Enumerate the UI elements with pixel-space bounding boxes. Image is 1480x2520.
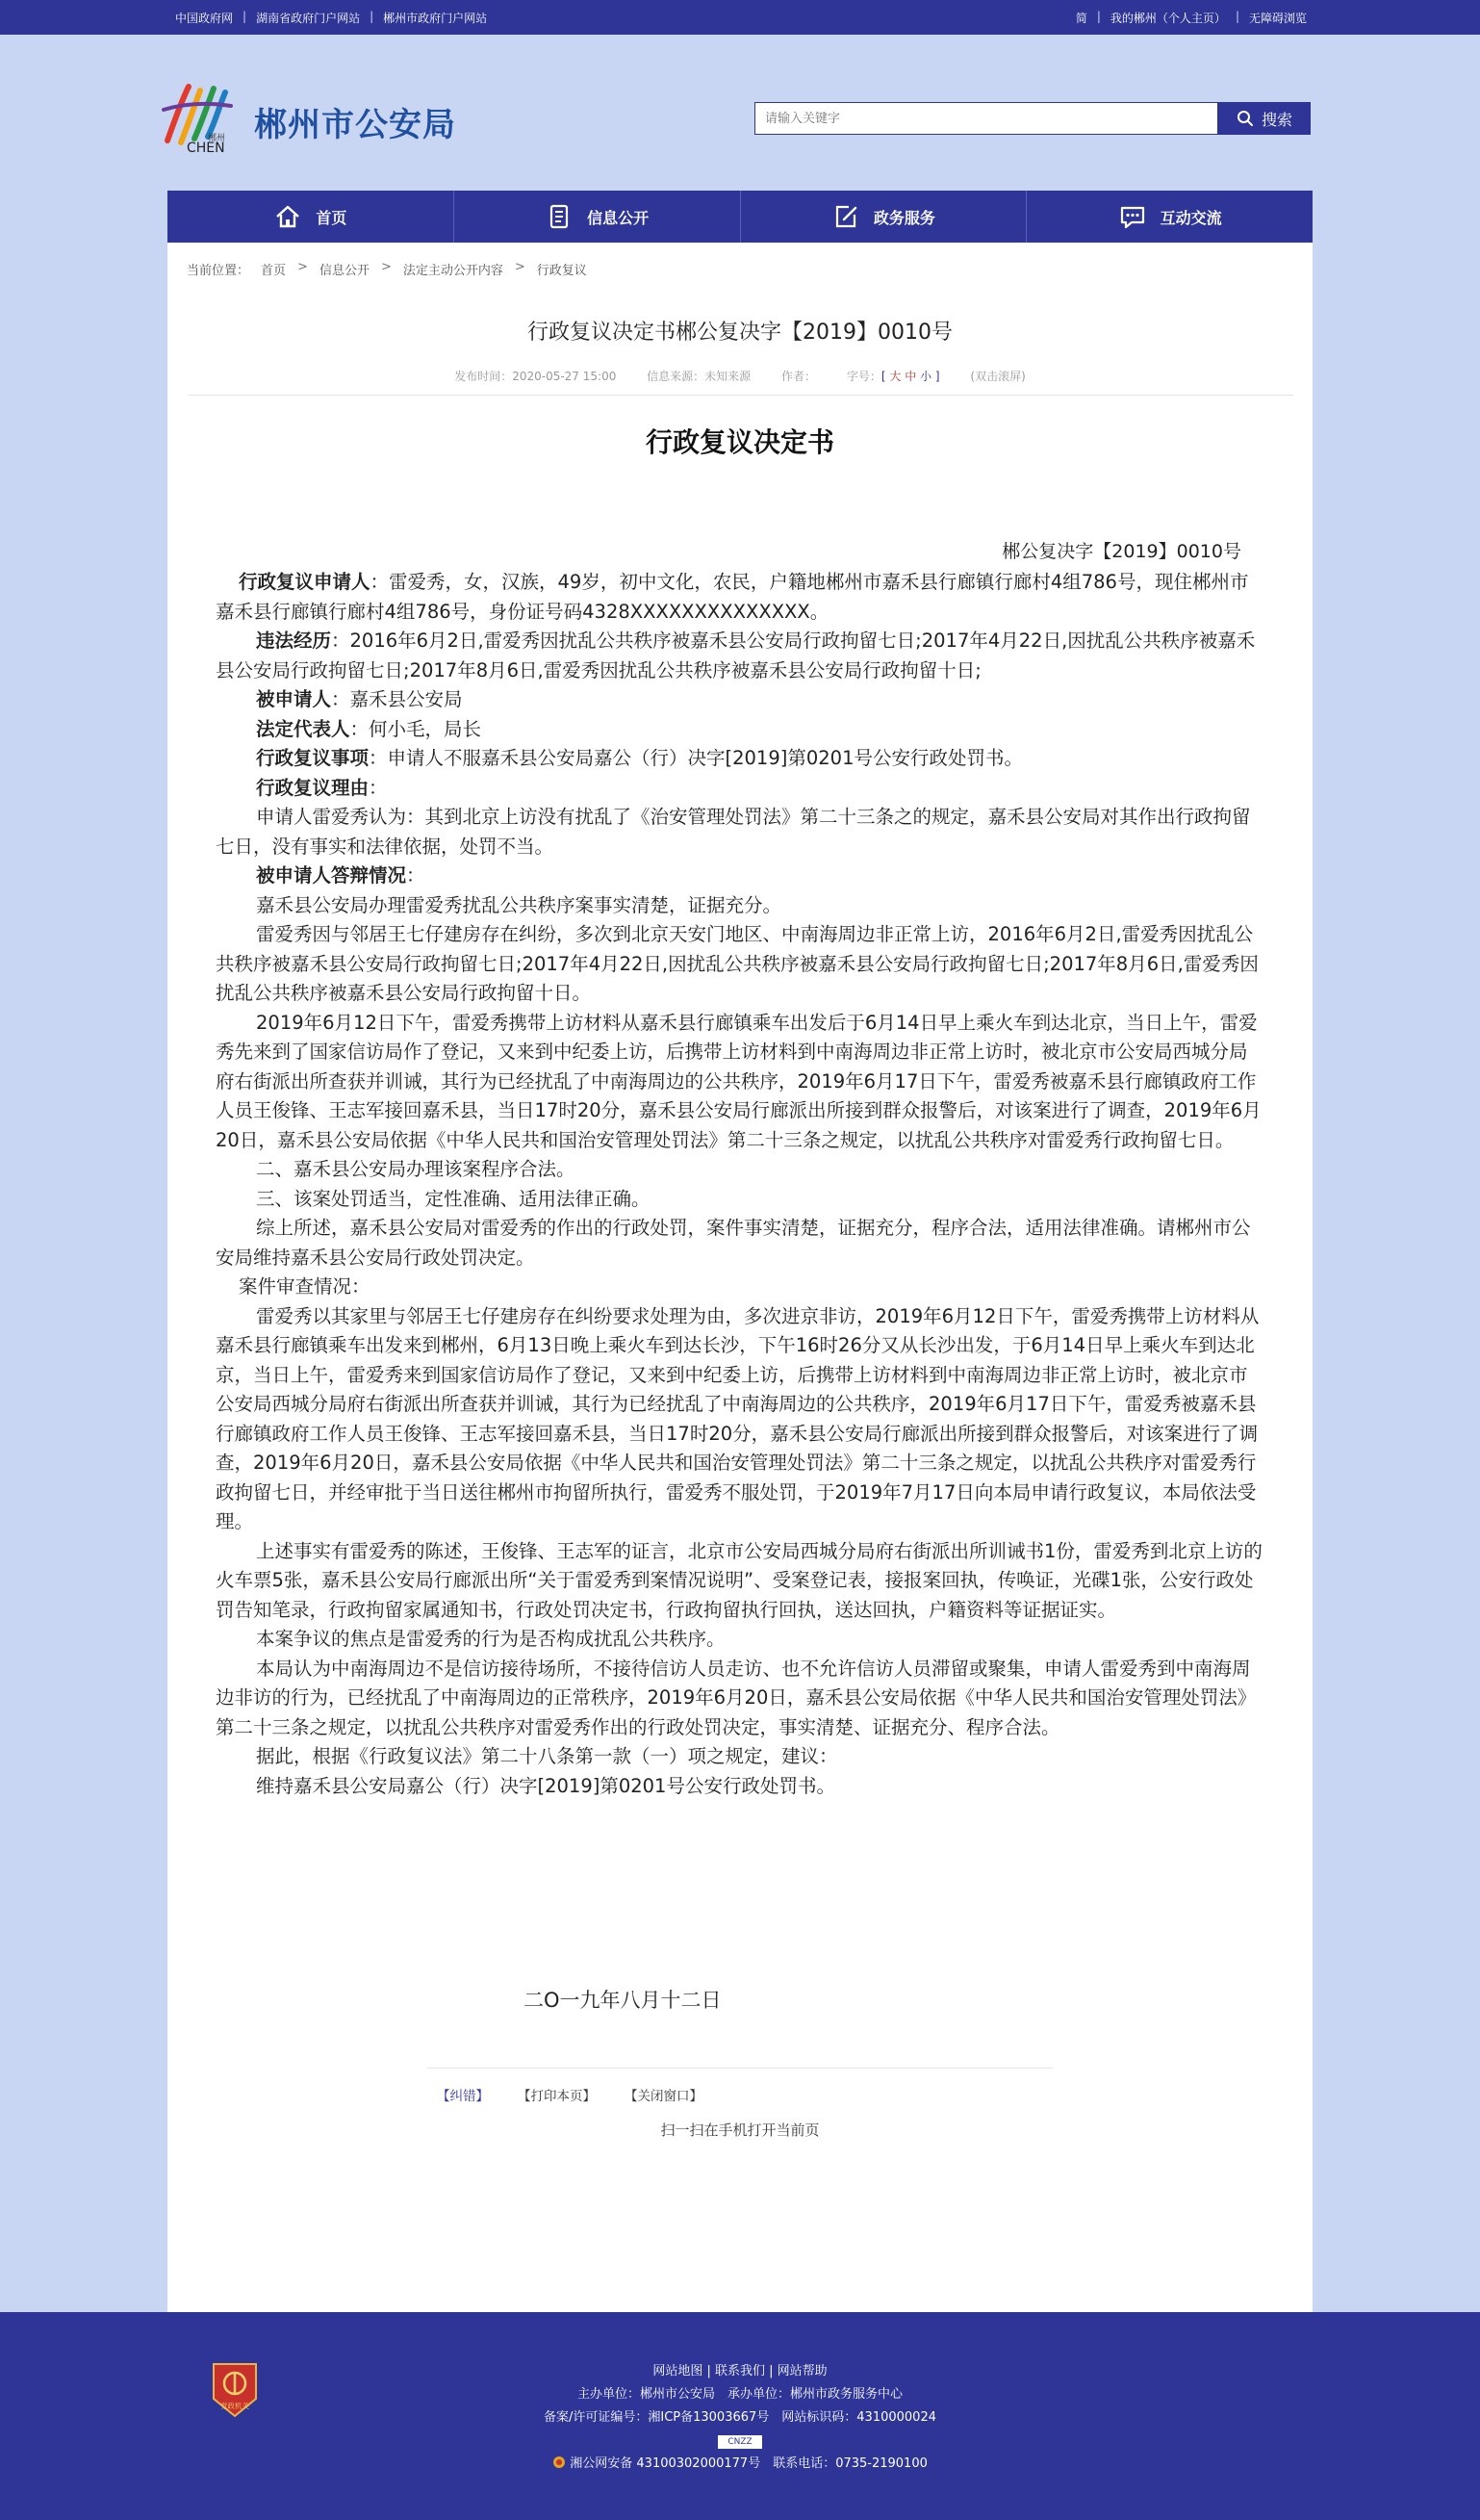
paragraph-text: ：申请人不服嘉禾县公安局嘉公（行）决字[2019]第0201号公安行政处罚书。 (369, 747, 1023, 769)
search-icon (1237, 110, 1254, 127)
paragraph (216, 774, 1264, 804)
paragraph: 二、嘉禾县公安局办理该案程序合法。 (256, 1158, 575, 1180)
site-title: 郴州市公安局 (254, 106, 456, 144)
footer-link-help[interactable]: 网站帮助 (777, 2364, 828, 2379)
page-title: 行政复议决定书郴公复决字【2019】0010号 (527, 321, 953, 345)
search-bar (754, 102, 1311, 135)
paragraph-text: ：何小毛，局长 (349, 717, 482, 740)
link-hunan-gov[interactable]: 湖南省政府门户网站 (256, 12, 361, 25)
breadcrumb-item-review[interactable]: 行政复议 (536, 264, 587, 278)
paragraph: 案件审查情况： (239, 1275, 370, 1298)
link-chenzhou-gov[interactable]: 郴州市政府门户网站 (383, 12, 488, 25)
link-gov-cn[interactable]: 中国政府网 (175, 12, 234, 25)
edit-icon (831, 202, 860, 231)
paragraph: 综上所述，嘉禾县公安局对雷爱秀的作出的行政处罚，案件事实清楚，证据充分，程序合法，适用法律准确。请郴州市公安局维持嘉禾县公安局行政处罚决定。 (216, 1217, 1251, 1269)
police-record-text: 湘公网安备 43100302000177号 联系电话：0735-2190100 (570, 2456, 928, 2471)
breadcrumb-separator: > (514, 260, 525, 274)
nav-item-label: 首页 (316, 208, 347, 227)
paragraph-label: 违法经历 (256, 630, 332, 652)
home-icon (273, 202, 302, 231)
nav-item-info-disclosure[interactable] (454, 191, 741, 243)
author: 作者： (781, 370, 817, 383)
divider (427, 2068, 1053, 2069)
paragraph: 本案争议的焦点是雷爱秀的行为是否构成扰乱公共秩序。 (256, 1628, 726, 1650)
scan-hint: 扫一扫在手机打开当前页 (660, 2121, 820, 2139)
link-accessibility[interactable]: 无障碍浏览 (1248, 12, 1307, 25)
paragraph-text: ： (406, 864, 425, 887)
paragraph (216, 568, 1264, 627)
article-meta (167, 368, 1313, 384)
error-report-link[interactable]: 【纠错】 (437, 2089, 489, 2104)
search-button-label: 搜索 (1261, 110, 1292, 129)
nav-item-label: 政务服务 (873, 208, 935, 227)
document-icon (545, 202, 574, 231)
search-button[interactable] (1218, 102, 1311, 135)
footer-info (0, 2360, 1480, 2476)
breadcrumb-item-info[interactable]: 信息公开 (319, 264, 370, 278)
paragraph (216, 685, 1264, 715)
publish-time: 发布时间：2020-05-27 15:00 (454, 370, 617, 383)
paragraph: 三、该案处罚适当，定性准确、适用法律正确。 (256, 1187, 651, 1210)
paragraph-label: 行政复议申请人 (239, 571, 370, 593)
paragraph: 2019年6月12日下午，雷爱秀携带上访材料从嘉禾县行廊镇乘车出发后于6月14日早上乘火车到达北京，当日上午，雷爱秀先来到了国家信访局作了登记，又来到中纪委上访，后携带上访材料到中南海周边非正常上访时，被北京市公安局西城分局府右街派出所查获并训诫，其行为已经扰乱了中南海周边的公共秩序，2019年6月17日下午，雷爱秀被嘉禾县行廊镇政府工作人员王俊锋、王志军接回嘉禾县，当日17时20分，嘉禾县公安局行廊派出所接到群众报警后，对该案进行了调查，2019年6月20日，嘉禾县公安局依据《中华人民共和国治安管理处罚法》第二十三条之规定，以扰乱公共秩序对雷爱秀行政拘留七日。 (216, 1011, 1262, 1151)
breadcrumb-item-statutory[interactable]: 法定主动公开内容 (402, 264, 503, 278)
page-actions (437, 2085, 702, 2104)
nav-item-home[interactable] (167, 191, 454, 243)
paragraph: 上述事实有雷爱秀的陈述，王俊锋、王志军的证言，北京市公安局西城分局府右街派出所训诫书1份，雷爱秀到北京上访的火车票5张，嘉禾县公安局行廊派出所“关于雷爱秀到案情况说明”、受案登记表，接报案回执，传唤证，光碟1张，公安行政处罚告知笔录，行政拘留家属通知书，行政处罚决定书，行政拘留执行回执，送达回执，户籍资料等证据证实。 (216, 1539, 1263, 1621)
document-date: 二O一九年八月十二日 (523, 1989, 722, 2012)
print-link[interactable]: 【打印本页】 (518, 2089, 596, 2104)
chenzhou-logo-icon (160, 81, 242, 154)
paragraph-text: ：嘉禾县公安局 (331, 688, 463, 710)
separator: | (370, 10, 374, 23)
paragraph-text: ：2016年6月2日,雷爱秀因扰乱公共秩序被嘉禾县公安局行政拘留七日;2017年4月22日,因扰乱公共秩序被嘉禾县公安局行政拘留七日;2017年8月6日,雷爱秀因扰乱公共秩序被嘉禾县公安局行政拘留十日; (216, 630, 1256, 681)
paragraph (216, 861, 1264, 891)
breadcrumb-separator: > (380, 260, 392, 274)
footer-link-contact[interactable]: 联系我们 (714, 2364, 765, 2379)
font-size-large[interactable]: 大 (889, 370, 902, 383)
separator: | (242, 10, 247, 23)
footer-link-sitemap[interactable]: 网站地图 (652, 2364, 703, 2379)
paragraph: 据此，根据《行政复议法》第二十八条第一款（一）项之规定，建议： (256, 1745, 838, 1767)
case-number: 郴公复决字【2019】0010号 (1002, 541, 1241, 562)
paragraph: 维持嘉禾县公安局嘉公（行）决字[2019]第0201号公安行政处罚书。 (256, 1774, 835, 1797)
separator: | (1096, 10, 1101, 23)
paragraph-label: 被申请人 (256, 688, 332, 710)
paragraph: 申请人雷爱秀认为：其到北京上访没有扰乱了《治安管理处罚法》第二十三条之的规定，嘉禾县公安局对其作出行政拘留七日，没有事实和法律依据，处罚不当。 (216, 806, 1251, 858)
top-bar-right-links (1076, 10, 1307, 26)
chat-icon (1118, 202, 1147, 231)
site-logo[interactable] (160, 81, 506, 158)
search-input[interactable] (754, 102, 1218, 135)
breadcrumb-separator: > (297, 260, 308, 274)
police-emblem-icon (552, 2456, 566, 2469)
stats-badge[interactable]: CNZZ (718, 2435, 762, 2449)
font-size-medium[interactable]: 中 (905, 370, 917, 383)
main-nav (167, 191, 1313, 243)
footer-icp: 备案/许可证编号：湘ICP备13003667号 网站标识码：4310000024 (543, 2410, 936, 2425)
nav-item-label: 互动交流 (1160, 208, 1222, 227)
footer (0, 2312, 1480, 2520)
breadcrumb (187, 260, 587, 278)
divider (189, 395, 1293, 396)
paragraph-text: ：雷爱秀，女，汉族，49岁，初中文化，农民，户籍地郴州市嘉禾县行廊镇行廊村4组786号，现住郴州市嘉禾县行廊镇行廊村4组786号，身份证号码4328XXXXXXXXXXXXXX。 (216, 571, 1249, 623)
close-window-link[interactable]: 【关闭窗口】 (625, 2089, 702, 2104)
nav-item-interaction[interactable] (1027, 191, 1313, 243)
info-source: 信息来源：未知来源 (647, 370, 752, 383)
separator: | (1235, 10, 1239, 23)
badge-text: 党政机关 (220, 2402, 249, 2410)
paragraph-label: 法定代表人 (256, 717, 350, 740)
footer-links: 网站地图 | 联系我们 | 网站帮助 (652, 2364, 828, 2379)
logo-small-text: 郴州 (208, 134, 226, 143)
breadcrumb-item-home[interactable]: 首页 (261, 264, 287, 278)
content-panel (167, 243, 1313, 2312)
breadcrumb-prefix: 当前位置： (187, 264, 250, 278)
paragraph: 嘉禾县公安局办理雷爱秀扰乱公共秩序案事实清楚，证据充分。 (256, 893, 782, 916)
paragraph-label: 行政复议理由 (256, 776, 370, 799)
paragraph: 雷爱秀因与邻居王七仔建房存在纠纷，多次到北京天安门地区、中南海周边非正常上访，2016年6月2日,雷爱秀因扰乱公共秩序被嘉禾县公安局行政拘留七日;2017年4月22日,因扰乱公共秩序被嘉禾县公安局行政拘留七日;2017年8月6日,雷爱秀因扰乱公共秩序被嘉禾县公安局行政拘留十日。 (216, 923, 1259, 1004)
paragraph-label: 被申请人答辩情况 (256, 864, 407, 887)
paragraph (216, 744, 1264, 774)
paragraph-label: 行政复议事项 (256, 747, 370, 769)
font-size-control: 字号：[ 大 中 小 ] (846, 370, 940, 383)
paragraph: 雷爱秀以其家里与邻居王七仔建房存在纠纷要求处理为由，多次进京非访，2019年6月12日下午，雷爱秀携带上访材料从嘉禾县行廊镇乘车出发来到郴州，6月13日晚上乘火车到达长沙，下午16时26分又从长沙出发，于6月14日早上乘火车到达北京，当日上午，雷爱秀来到国家信访局作了登记，又来到中纪委上访，后携带上访材料到中南海周边非正常上访时，被北京市公安局西城分局府右街派出所查获并训诫，其行为已经扰乱了中南海周边的公共秩序，2019年6月17日下午，雷爱秀被嘉禾县行廊镇政府工作人员王俊锋、王志军接回嘉禾县，当日17时20分，嘉禾县公安局行廊派出所接到群众报警后，对该案进行了调查，2019年6月20日，嘉禾县公安局依据《中华人民共和国治安管理处罚法》第二十三条之规定，以扰乱公共秩序对雷爱秀行政拘留七日，并经审批于当日送往郴州市拘留所执行，雷爱秀不服处罚，于2019年7月17日向本局申请行政复议，本局依法受理。 (216, 1304, 1260, 1532)
font-size-label: 字号： (846, 370, 881, 383)
logo-brand-text: CHEN (187, 141, 225, 154)
paragraph (216, 627, 1264, 685)
paragraph (216, 715, 1264, 745)
footer-sponsor: 主办单位：郴州市公安局 承办单位：郴州市政务服务中心 (576, 2387, 903, 2402)
top-bar-left-links (175, 10, 487, 26)
link-my-chenzhou[interactable]: 我的郴州（个人主页） (1110, 12, 1226, 25)
nav-item-label: 信息公开 (587, 208, 650, 227)
top-bar (0, 0, 1480, 35)
font-size-small[interactable]: 小 (920, 370, 932, 383)
nav-item-gov-services[interactable] (741, 191, 1028, 243)
link-simplified[interactable]: 简 (1075, 12, 1087, 25)
document-body (216, 568, 1264, 1801)
paragraph-text: ： (369, 776, 388, 799)
footer-police-record (0, 2453, 1480, 2476)
document-heading: 行政复议决定书 (645, 426, 834, 458)
paragraph: 本局认为中南海周边不是信访接待场所，不接待信访人员走访、也不允许信访人员滞留或聚集，申请人雷爱秀到中南海周边非访的行为，已经扰乱了中南海周边的正常秩序，2019年6月20日，嘉禾县公安局依据《中华人民共和国治安管理处罚法》第二十三条之规定，以扰乱公共秩序对雷爱秀作出的行政处罚决定，事实清楚、证据充分、程序合法。 (216, 1657, 1257, 1738)
scroll-hint: (双击滚屏) (970, 370, 1026, 383)
